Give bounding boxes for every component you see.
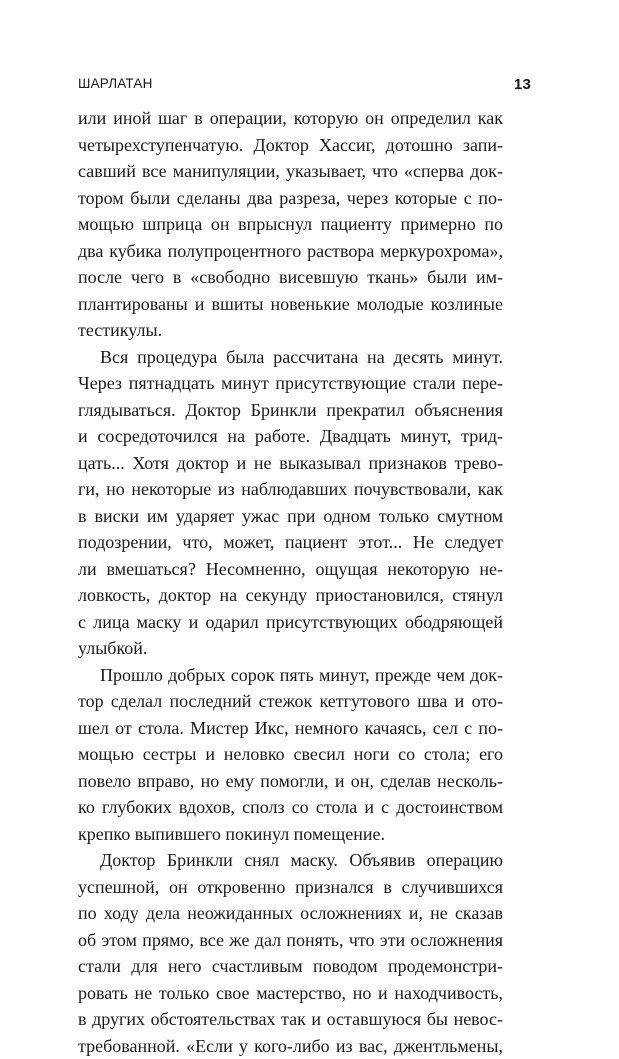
page-number: 13 [514,76,531,93]
text-line: мощью сестры и неловко свесил ноги со стола; его [78,741,503,768]
paragraph [78,662,503,848]
paragraph [78,344,503,662]
text-line: по ходу дела неожиданных осложнениях и, не сказав [78,900,503,927]
text-line: ровать не только свое мастерство, но и находчивость, [78,980,503,1007]
text-line: крепко выпившего покинул помещение. [78,821,503,848]
text-line: тором были сделаны два разреза, через которые с по- [78,185,503,212]
text-line: Доктор Бринкли снял маску. Объявив операцию [78,847,503,874]
text-line: ги, но некоторые из наблюдавших почувствовали, как [78,476,503,503]
text-line: два кубика полупроцентного раствора меркурохрома», [78,238,503,265]
text-line: мощью шприца он впрыснул пациенту примерно по [78,211,503,238]
running-title: ШАРЛАТАН [78,76,153,91]
text-line: в других обстоятельствах так и оставшуюся бы невос- [78,1006,503,1033]
body-text [78,105,503,1059]
text-line: ли вмешаться? Несомненно, ощущая некоторую не- [78,556,503,583]
running-head [78,76,531,94]
text-line: четырехступенчатую. Доктор Хассиг, дотошно запи- [78,132,503,159]
text-line: успешной, он откровенно признался в случившихся [78,874,503,901]
text-line: плантированы и вшиты новенькие молодые козлиные [78,291,503,318]
text-line: тестикулы. [78,317,503,344]
text-line: ловкость, доктор на секунду приостановился, стянул [78,582,503,609]
text-line: улыбкой. [78,635,503,662]
text-line: и сосредоточился на работе. Двадцать минут, трид- [78,423,503,450]
text-line: или иной шаг в операции, которую он определил как [78,105,503,132]
paragraph [78,847,503,1059]
text-line: в виски им ударяет ужас при одном только смутном [78,503,503,530]
text-line: Вся процедура была рассчитана на десять минут. [78,344,503,371]
paragraph [78,105,503,344]
text-line: шел от стола. Мистер Икс, немного качаясь, сел с по- [78,715,503,742]
text-line: Прошло добрых сорок пять минут, прежде чем док- [78,662,503,689]
text-line: об этом прямо, все же дал понять, что эти осложнения [78,927,503,954]
text-line: повело вправо, но ему помогли, и он, сделав несколь- [78,768,503,795]
text-line: с лица маску и одарил присутствующих ободряющей [78,609,503,636]
text-line: савший все манипуляции, указывает, что «сперва док- [78,158,503,185]
text-line: Через пятнадцать минут присутствующие стали пере- [78,370,503,397]
text-line: тор сделал последний стежок кетгутового шва и ото- [78,688,503,715]
text-line: стали для него счастливым поводом продемонстри- [78,953,503,980]
text-line: подозрении, что, может, пациент этот... Не следует [78,529,503,556]
text-line: ко глубоких вдохов, сполз со стола и с достоинством [78,794,503,821]
text-line: после чего в «свободно висевшую ткань» были им- [78,264,503,291]
text-line: глядываться. Доктор Бринкли прекратил объяснения [78,397,503,424]
text-line: цать... Хотя доктор и не выказывал признаков трево- [78,450,503,477]
text-line: требованной. «Если у кого-либо из вас, джентльмены, [78,1033,503,1059]
